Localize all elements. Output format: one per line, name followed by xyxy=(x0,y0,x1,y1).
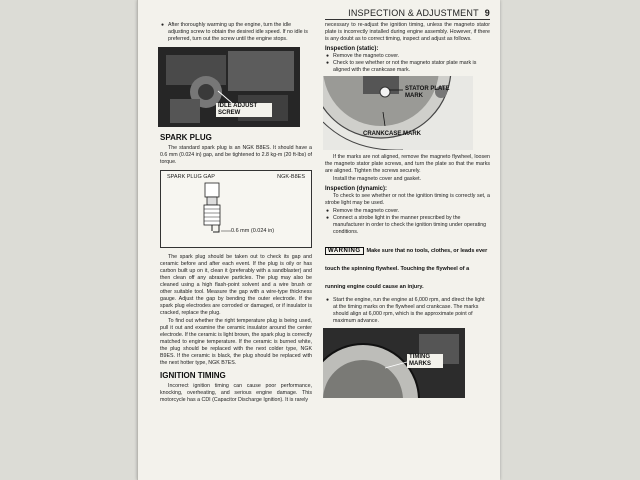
static-steps xyxy=(325,53,490,74)
timing-photo-graphic xyxy=(323,328,465,398)
dynamic-inspection-heading: Inspection (dynamic): xyxy=(325,186,388,192)
page-number: 9 xyxy=(484,8,490,18)
static-step: ● Check to see whether or not the magneto stator plate mark is aligned with the crankcase mark. xyxy=(333,60,490,74)
timing-marks-label: TIMING MARKS xyxy=(407,354,443,368)
idle-screw-photo xyxy=(158,47,300,127)
dynamic-step: ● Connect a strobe light in the manner prescribed by the manufacturer in order to check the ignition timing under operating conditions. xyxy=(333,215,490,236)
page-edge xyxy=(137,0,138,480)
right-column xyxy=(325,22,490,398)
timing-marks-photo xyxy=(323,328,465,398)
gap-measurement: 0.6 mm (0.024 in) xyxy=(231,228,275,234)
static-inspection-heading: Inspection (static): xyxy=(325,46,379,52)
spark-plug-temperature-text: To find out whether the right temperature plug is being used, pull it out and examine the ceramic insulator around the center electrode. If the ceramic is light brown, the spark plug is correctly matched to engine temperature. If the ceramic is burned white, the plug should be replaced with the next colder type, NGK B9ES. If the ceramic is black, the plug should be replaced with the next hotter type, NGK B7ES. xyxy=(160,318,312,366)
install-cover-text: Install the magneto cover and gasket. xyxy=(333,176,422,182)
stator-photo xyxy=(323,76,473,150)
idle-adjust-screw-label: IDLE ADJUST SCREW xyxy=(216,103,272,117)
spark-plug-check-text: The spark plug should be taken out to check its gap and ceramic before and after each event. If the plug is oily or has carbon built up on it, clean it (preferably with a sandblaster) and then clean off any abrasive particles. The plug may also be cleaned using a high flash-point solvent and a wire brush or other suitable tool. Measure the gap with a wire-type thickness gauge. Adjust the gap by bending the outer electrode. If the spark plug electrodes are corroded or damaged, or if insulator is cracked, replace the plug. xyxy=(160,254,312,316)
idle-bullet: ● After thoroughly warming up the engine, turn the idle adjusting screw to obtain the desired idle speed. If no idle is preferred, turn out the screw until the engine stops. xyxy=(168,22,312,43)
page-header xyxy=(325,8,490,20)
dynamic-steps xyxy=(325,208,490,236)
ngk-model-label: NGK-B8ES xyxy=(277,174,305,180)
left-column xyxy=(160,10,312,405)
ignition-timing-text: Incorrect ignition timing can cause poor performance, knocking, overheating, and serious engine damage. This motorcycle has a CDI (Capacitor Discharge Ignition). It is rarely xyxy=(160,383,312,403)
header-title: INSPECTION & ADJUSTMENT xyxy=(348,8,479,18)
spark-plug-heading: SPARK PLUG xyxy=(160,133,212,142)
start-step: ● Start the engine, run the engine at 6,000 rpm, and direct the light at the timing marks on the flywheel and crankcase. The marks should align at 6,000 rpm, which is the approximate point of maximum advance. xyxy=(333,297,490,325)
spark-plug-diagram xyxy=(160,170,312,248)
manual-page xyxy=(137,0,500,480)
warning-label: WARNING xyxy=(325,247,364,255)
warning-block xyxy=(325,239,490,293)
stator-plate-mark-label: STATOR PLATE MARK xyxy=(405,86,450,99)
dynamic-intro: To check to see whether or not the ignition timing is correctly set, a strobe light may be used. xyxy=(325,193,490,206)
ignition-timing-heading: IGNITION TIMING xyxy=(160,371,226,380)
spark-plug-intro: The standard spark plug is an NGK B8ES. It should have a 0.6 mm (0.024 in) gap, and be tightened to 2.8 kg-m (20 ft-lbs) of torque. xyxy=(160,145,312,165)
crankcase-mark-label: CRANKCASE MARK xyxy=(363,131,421,137)
start-steps xyxy=(325,297,490,325)
spark-plug-gap-label: SPARK PLUG GAP xyxy=(167,174,215,180)
dynamic-step: ● Remove the magneto cover. xyxy=(333,208,490,215)
misaligned-instructions: If the marks are not aligned, remove the magneto flywheel, loosen the magneto stator plate screws, and turn the plate so that the marks are aligned. Tighten the screws securely. xyxy=(325,154,490,174)
warning-text: Make sure that no tools, clothes, or leads ever touch the spinning flywheel. Touching the flywheel of a running engine could cause an injury. xyxy=(325,248,488,290)
idle-list xyxy=(160,22,312,43)
static-step: ● Remove the magneto cover. xyxy=(333,53,490,60)
ignition-continued-text: necessary to re-adjust the ignition timing, unless the magneto stator plate is incorrectly installed during engine assembly. However, if there is any doubt as to correct timing, inspect and adjust as follows. xyxy=(325,22,490,42)
